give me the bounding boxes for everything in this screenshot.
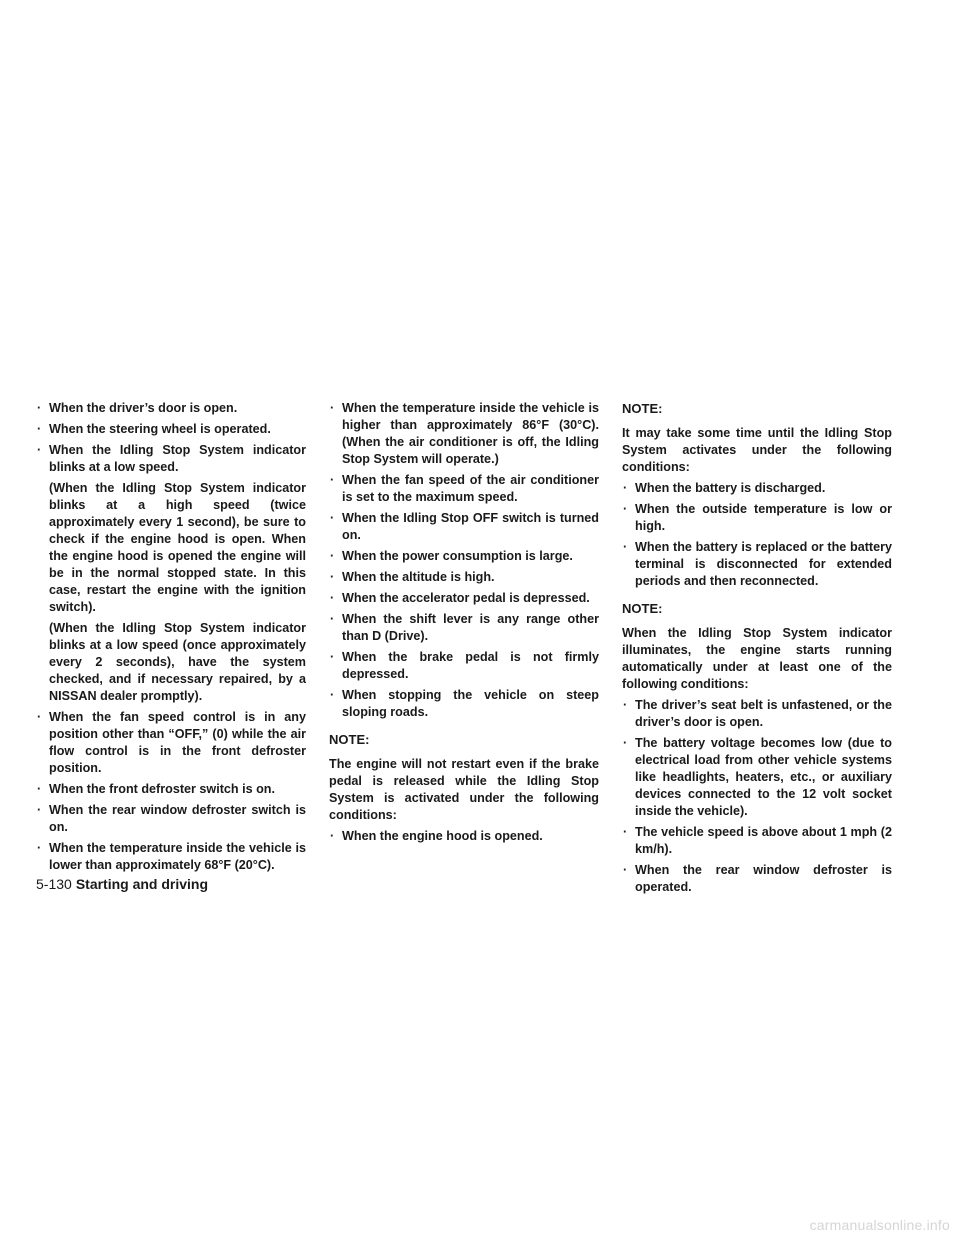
column-middle <box>329 400 599 849</box>
bullet-item: · When the fan speed control is in any position other than “OFF,” (0) while the air flow control is in the front defroster position. <box>36 709 306 777</box>
paragraph: When the Idling Stop System indicator illuminates, the engine starts running automatically under at least one of the following conditions: <box>622 626 892 691</box>
bullet-item: · When the Idling Stop OFF switch is turned on. <box>329 510 599 544</box>
bullet-item: · When the accelerator pedal is depressed. <box>329 590 599 607</box>
sub-paragraph: (When the Idling Stop System indicator blinks at a high speed (twice approximately every 1 second), be sure to check if the engine hood is open. When the engine hood is opened the engine will be in the normal stopped state. In this case, restart the engine with the ignition switch). <box>49 481 306 614</box>
bullet-item: · When the rear window defroster switch is on. <box>36 802 306 836</box>
bullet-item: · When the rear window defroster is operated. <box>622 862 892 896</box>
bullet-item: · When the outside temperature is low or high. <box>622 501 892 535</box>
bullet-item: · When stopping the vehicle on steep sloping roads. <box>329 687 599 721</box>
column-right <box>622 400 892 900</box>
column-left <box>36 400 306 878</box>
bullet-item: · When the power consumption is large. <box>329 548 599 565</box>
watermark-text: carmanualsonline.info <box>809 1217 950 1233</box>
bullet-item: · The vehicle speed is above about 1 mph (2 km/h). <box>622 824 892 858</box>
bullet-item: · When the engine hood is opened. <box>329 828 599 845</box>
bullet-item: · When the temperature inside the vehicle is higher than approximately 86°F (30°C). (When the air conditioner is off, the Idling Stop System will operate.) <box>329 400 599 468</box>
note-heading: NOTE: <box>622 601 663 616</box>
page-number: 5-130 <box>36 876 72 892</box>
bullet-item: · The battery voltage becomes low (due to electrical load from other vehicle systems like headlights, heaters, etc., or auxiliary devices connected to the 12 volt socket inside the vehicle). <box>622 735 892 820</box>
bullet-item: · When the brake pedal is not firmly depressed. <box>329 649 599 683</box>
bullet-item: · When the shift lever is any range other than D (Drive). <box>329 611 599 645</box>
page-footer <box>36 876 208 892</box>
bullet-item: · When the steering wheel is operated. <box>36 421 306 438</box>
note-heading: NOTE: <box>622 401 663 416</box>
bullet-item: · When the temperature inside the vehicle is lower than approximately 68°F (20°C). <box>36 840 306 874</box>
bullet-item: · When the battery is replaced or the battery terminal is disconnected for extended periods and then reconnected. <box>622 539 892 590</box>
note-heading: NOTE: <box>329 732 370 747</box>
bullet-item: · The driver’s seat belt is unfastened, or the driver’s door is open. <box>622 697 892 731</box>
bullet-item: · When the front defroster switch is on. <box>36 781 306 798</box>
sub-paragraph: (When the Idling Stop System indicator blinks at a low speed (once approximately every 2 seconds), have the system checked, and if necessary repaired, by a NISSAN dealer promptly). <box>49 621 306 703</box>
bullet-item: · When the driver’s door is open. <box>36 400 306 417</box>
paragraph: The engine will not restart even if the brake pedal is released while the Idling Stop System is activated under the following conditions: <box>329 757 599 822</box>
bullet-item: · When the fan speed of the air conditioner is set to the maximum speed. <box>329 472 599 506</box>
paragraph: It may take some time until the Idling Stop System activates under the following conditions: <box>622 426 892 474</box>
bullet-item: · When the altitude is high. <box>329 569 599 586</box>
section-title: Starting and driving <box>75 876 209 892</box>
bullet-item: · When the battery is discharged. <box>622 480 892 497</box>
bullet-item: · When the Idling Stop System indicator blinks at a low speed. <box>36 442 306 476</box>
